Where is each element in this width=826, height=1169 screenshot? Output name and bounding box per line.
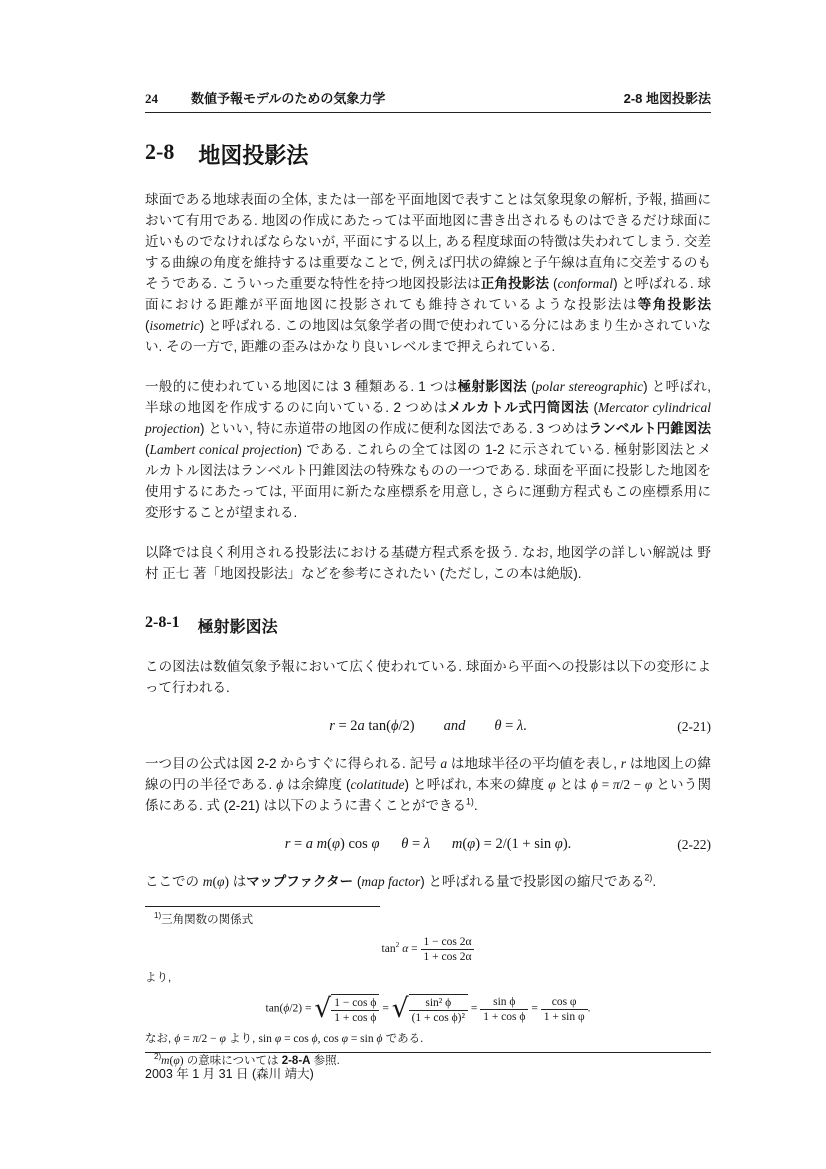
footnote-equation-a-lhs: $\tan^2 \alpha$ = [381, 940, 421, 956]
equals-sign: = [379, 1002, 392, 1015]
footnote-1-connector: より, [145, 972, 172, 984]
paragraph-polar-2: 一つ目の公式は図 2-2 からすぐに得られる. 記号 a は地球半径の平均値を表し, r は地図上の緯線の円の半径である. ϕ は余緯度 (colatitude) と呼ばれ, 本来の緯度 φ とは ϕ = π/2 − φ という関係にある. 式 (2-21) は以下のように書くことができる$^{1)}$. [145, 756, 711, 813]
square-root [392, 994, 468, 1024]
page-footer [145, 1052, 711, 1082]
footnote-equation-a [145, 936, 711, 963]
paragraph-polar-1: この図法は数値気象予報において広く使われている. 球面から平面への投影は以下の変形によって行われる. [145, 659, 711, 695]
equation-2-22-body: r = a m(φ) cos φ θ = λ m(φ) = 2/(1 + sin φ). [284, 836, 572, 852]
fraction-numerator: 1 − cos ϕ [334, 997, 377, 1009]
fraction-denominator: (1 + cos ϕ)² [409, 1010, 468, 1024]
paragraph-intro-1: 球面である地球表面の全体, または一部を平面地図で表すことは気象現象の解析, 予報, 描画において有用である. 地図の作成にあたっては平面地図に書き出されるものはできるだけ球面に近いものでなければならないが, 平面にする以上, ある程度球面の特徴は失われてしまう. 交差する曲線の角度を維持するは重要なことで, 例えば円状の緯線と子午線は直角に交差するのもそうである. こういった重要な特性を持つ地図投影法は正角投影法 (conformal) と呼ばれる. 球面における距離が平面地図に投影されても維持されているような投影法は等角投影法 (isometric) と呼ばれる. この地図は気象学者の間で使われている分にはあまり生かされていない. その一方で, 距離の歪みはかなり良いレベルまで押えられている. [145, 192, 712, 354]
equals-sign: = [528, 1002, 541, 1015]
footnote-rule [145, 906, 380, 907]
footnote-2-text: m(φ) の意味については 2-8-A 参照. [161, 1055, 340, 1067]
fraction [331, 997, 379, 1024]
subsection-title: 極射影図法 [197, 619, 278, 636]
paragraph-polar-3: ここでの m(φ) はマップファクター (map factor) と呼ばれる量で投影図の縮尺である$^{2)}$. [145, 872, 657, 889]
fraction [480, 996, 528, 1023]
footnote-1 [145, 912, 711, 929]
section-heading [145, 139, 711, 170]
footnotes-block [145, 906, 711, 1070]
fraction-numerator: sin ϕ [493, 995, 516, 1008]
equation-2-21 [145, 718, 711, 735]
radical-sign: √ [314, 992, 332, 1024]
equals-sign: = [467, 1002, 481, 1015]
footnote-1-label: 三角関数の関係式 [161, 914, 254, 926]
subsection-heading [145, 614, 711, 637]
header-rule [145, 112, 711, 113]
page-content [145, 88, 711, 1070]
square-root [314, 994, 379, 1024]
subsection-number: 2-8-1 [145, 614, 180, 631]
paragraph-intro-2: 一般的に使われている地図には 3 種類ある. 1 つは極射影図法 (polar stereographic) と呼ばれ, 半球の地図を作成するのに向いている. 2 つめはメルカトル式円筒図法 (Mercator cylindrical projection) といい, 特に赤道帯の地図の作成に便利な図法である. 3 つめはランベルト円錐図法 (Lambert conical projection) である. これらの全ては図の 1-2 に示されている. 極射影図法とメルカトル図法はランベルト円錐図法の特殊なものの一つである. 球面を平面に投影した地図を使用するにあたっては, 平面用に新たな座標系を用意し, さらに運動方程式もこの座標系用に変形することが望まれる. [145, 379, 712, 520]
running-title-left: 数値予報モデルのための気象力学 [191, 91, 386, 106]
footnote-1-note: なお, ϕ = π/2 − φ より, sin φ = cos ϕ, cos φ = sin ϕ である. [145, 1033, 424, 1045]
radical-sign: √ [391, 992, 409, 1024]
footer-date: 2003 年 1 月 31 日 (森川 靖大) [145, 1067, 314, 1081]
page-header [145, 88, 711, 107]
footnote-2-marker: 2) [154, 1052, 162, 1062]
fraction-numerator: cos φ [551, 995, 577, 1008]
fraction-denominator: 1 + cos ϕ [331, 1010, 379, 1024]
fraction [541, 996, 588, 1023]
fraction-numerator: 1 − cos 2α [423, 936, 472, 948]
fraction-denominator: 1 + sin φ [541, 1009, 588, 1023]
period: . [587, 1002, 591, 1015]
footnote-equation-b-lhs: tan(ϕ/2) = [265, 1002, 315, 1015]
equation-2-21-number: (2-21) [677, 718, 711, 734]
fraction-denominator: 1 + cos 2α [421, 949, 475, 963]
running-title-right: 2-8 地図投影法 [623, 91, 711, 106]
fraction [409, 997, 468, 1024]
equation-2-22 [145, 836, 711, 853]
section-number: 2-8 [145, 139, 175, 164]
equation-2-21-body: r = 2a tan(ϕ/2) and θ = λ. [329, 718, 527, 734]
section-title: 地図投影法 [198, 143, 309, 168]
footnote-equation-b [145, 994, 711, 1024]
paragraph-intro-3: 以降では良く利用される投影法における基礎方程式系を扱う. なお, 地図学の詳しい解説は 野村 正七 著「地図投影法」などを参考にされたい (ただし, この本は絶版). [145, 545, 711, 581]
fraction-denominator: 1 + cos ϕ [480, 1009, 528, 1023]
equation-2-22-number: (2-22) [677, 836, 711, 852]
fraction [421, 936, 475, 963]
footnote-1-marker: 1) [154, 911, 162, 921]
page-number: 24 [145, 91, 158, 106]
fraction-numerator: sin² ϕ [425, 997, 452, 1009]
